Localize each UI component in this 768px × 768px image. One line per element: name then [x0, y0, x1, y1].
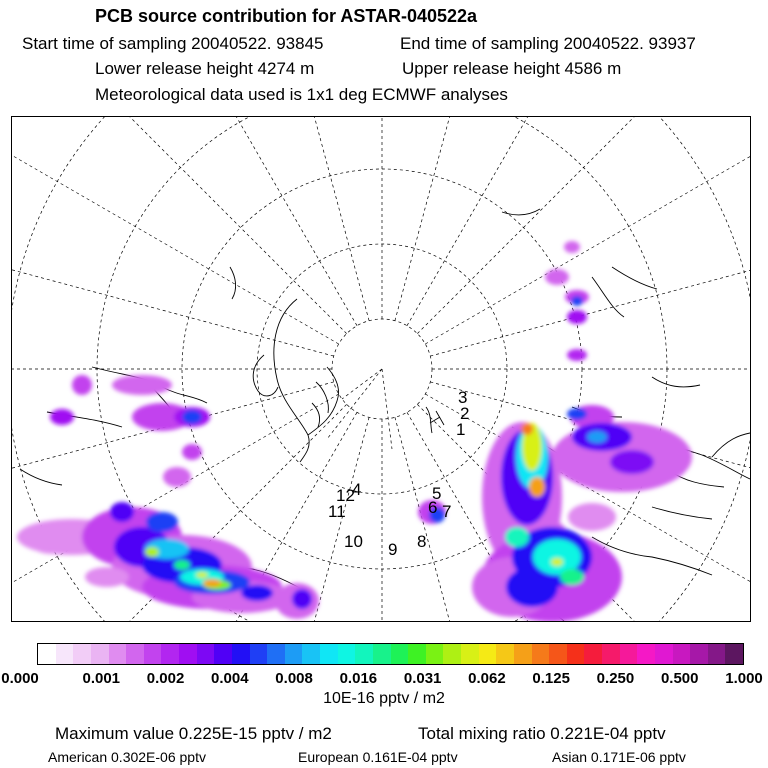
concentration-blob [564, 241, 580, 253]
colorbar-cell [161, 644, 179, 664]
concentration-blob [50, 409, 74, 425]
colorbar-tick-label: 0.000 [1, 670, 39, 687]
lower-height-label: Lower release height 4274 m [95, 59, 315, 78]
concentration-blob [30, 530, 74, 554]
trajectory-hour-label: 1 [456, 420, 466, 439]
concentration-blob [529, 477, 545, 497]
trajectory-hour-label: 7 [442, 502, 452, 521]
concentration-blob [145, 547, 159, 557]
colorbar-tick-label: 0.004 [211, 670, 249, 687]
end-time-label: End time of sampling 20040522. 93937 [400, 34, 696, 53]
colorbar-cell [549, 644, 567, 664]
colorbar-tick-label: 0.500 [660, 670, 699, 687]
colorbar-cell [302, 644, 320, 664]
concentration-blob [560, 569, 584, 585]
european-contribution-label: European 0.161E-04 pptv [298, 749, 458, 765]
colorbar-cell [479, 644, 497, 664]
colorbar-cell [567, 644, 585, 664]
colorbar-cell [673, 644, 691, 664]
trajectory-hour-label: 10 [344, 532, 363, 551]
colorbar-cell [320, 644, 338, 664]
colorbar-cell [232, 644, 250, 664]
colorbar-cell [373, 644, 391, 664]
colorbar-cell [267, 644, 285, 664]
colorbar-cell [144, 644, 162, 664]
trajectory-hour-label: 5 [432, 484, 442, 503]
concentration-blob [241, 585, 273, 601]
concentration-blob [85, 567, 129, 587]
colorbar [37, 643, 744, 665]
colorbar-cell [250, 644, 268, 664]
concentration-blob [551, 558, 563, 566]
upper-height-label: Upper release height 4586 m [402, 59, 622, 78]
colorbar-cell [708, 644, 726, 664]
colorbar-cell [91, 644, 109, 664]
concentration-blob [292, 589, 312, 609]
colorbar-cell [655, 644, 673, 664]
colorbar-cell [179, 644, 197, 664]
colorbar-tick-label: 0.002 [146, 670, 185, 687]
concentration-blob [571, 296, 583, 306]
meridian-line [149, 117, 369, 321]
colorbar-cell [355, 644, 373, 664]
colorbar-cell [126, 644, 144, 664]
meridian-line [12, 136, 334, 356]
colorbar-units: 10E-16 pptv / m2 [323, 690, 445, 707]
concentration-blob [587, 431, 607, 443]
colorbar-cell [725, 644, 743, 664]
colorbar-cell [197, 644, 215, 664]
concentration-blob [505, 527, 529, 547]
concentration-blob [72, 375, 92, 395]
concentration-blob [567, 408, 587, 420]
trajectory-hour-label: 9 [388, 540, 398, 559]
pole-line [382, 369, 392, 449]
concentration-blob [182, 410, 202, 424]
colorbar-cell [637, 644, 655, 664]
meridian-line [12, 117, 347, 334]
colorbar-cell [73, 644, 91, 664]
trajectory-hour-label: 6 [428, 498, 438, 517]
colorbar-cell [391, 644, 409, 664]
colorbar-cell [496, 644, 514, 664]
trajectory-hour-label: 4 [352, 480, 362, 499]
colorbar-tick-label: 0.125 [532, 670, 570, 687]
concentration-blob [182, 444, 202, 460]
concentration-blob [196, 572, 208, 578]
concentration-blob [610, 450, 654, 474]
colorbar-cell [514, 644, 532, 664]
concentration-blob [163, 467, 191, 487]
concentration-blob [567, 349, 587, 361]
start-time-label: Start time of sampling 20040522. 93845 [22, 34, 324, 53]
concentration-blob [112, 375, 172, 395]
colorbar-cell [584, 644, 602, 664]
trajectory-hour-label: 2 [460, 404, 470, 423]
colorbar-tick-label: 0.250 [596, 670, 635, 687]
colorbar-cell [426, 644, 444, 664]
colorbar-cell [620, 644, 638, 664]
american-contribution-label: American 0.302E-06 pptv [48, 749, 206, 765]
meteo-data-label: Meteorological data used is 1x1 deg ECMWF analyses [95, 85, 508, 104]
plot-title: PCB source contribution for ASTAR-040522a [95, 6, 478, 26]
colorbar-cell [214, 644, 232, 664]
total-mixing-ratio-label: Total mixing ratio 0.221E-04 pptv [418, 724, 666, 743]
concentration-blob [568, 503, 616, 531]
trajectory-hour-labels [328, 388, 469, 559]
colorbar-tick-label: 0.016 [339, 670, 378, 687]
meridian-line [12, 117, 357, 326]
colorbar-cell [38, 644, 56, 664]
concentration-blob [174, 560, 190, 570]
trajectory-hour-label: 3 [458, 388, 468, 407]
colorbar-cell [408, 644, 426, 664]
meridian-line [430, 136, 750, 356]
colorbar-tick-label: 0.008 [275, 670, 313, 687]
colorbar-cell [532, 644, 550, 664]
concentration-blob [521, 423, 533, 435]
colorbar-cell [109, 644, 127, 664]
colorbar-cell [602, 644, 620, 664]
trajectory-hour-label: 11 [328, 502, 346, 521]
meridian-line [395, 117, 615, 321]
meridian-line [12, 117, 339, 344]
trajectory-hour-label: 8 [417, 532, 427, 551]
colorbar-cell [690, 644, 708, 664]
colorbar-tick-label: 1.000 [725, 670, 763, 687]
concentration-blob [203, 579, 221, 587]
colorbar-cell [443, 644, 461, 664]
concentration-blob [545, 269, 569, 285]
asian-contribution-label: Asian 0.171E-06 pptv [552, 749, 686, 765]
colorbar-tick-label: 0.001 [82, 670, 121, 687]
maximum-value-label: Maximum value 0.225E-15 pptv / m2 [55, 724, 332, 743]
colorbar-cell [338, 644, 356, 664]
polar-map-panel [11, 116, 751, 622]
colorbar-tick-label: 0.031 [403, 670, 442, 687]
trajectory-hour-label: 12 [336, 486, 355, 505]
concentration-blob [146, 512, 178, 532]
meridian-line [425, 117, 750, 344]
colorbar-cell [56, 644, 74, 664]
colorbar-tick-label: 0.062 [468, 670, 506, 687]
colorbar-cell [285, 644, 303, 664]
colorbar-cell [461, 644, 479, 664]
concentration-blob [567, 310, 587, 324]
concentration-blob [110, 502, 134, 522]
